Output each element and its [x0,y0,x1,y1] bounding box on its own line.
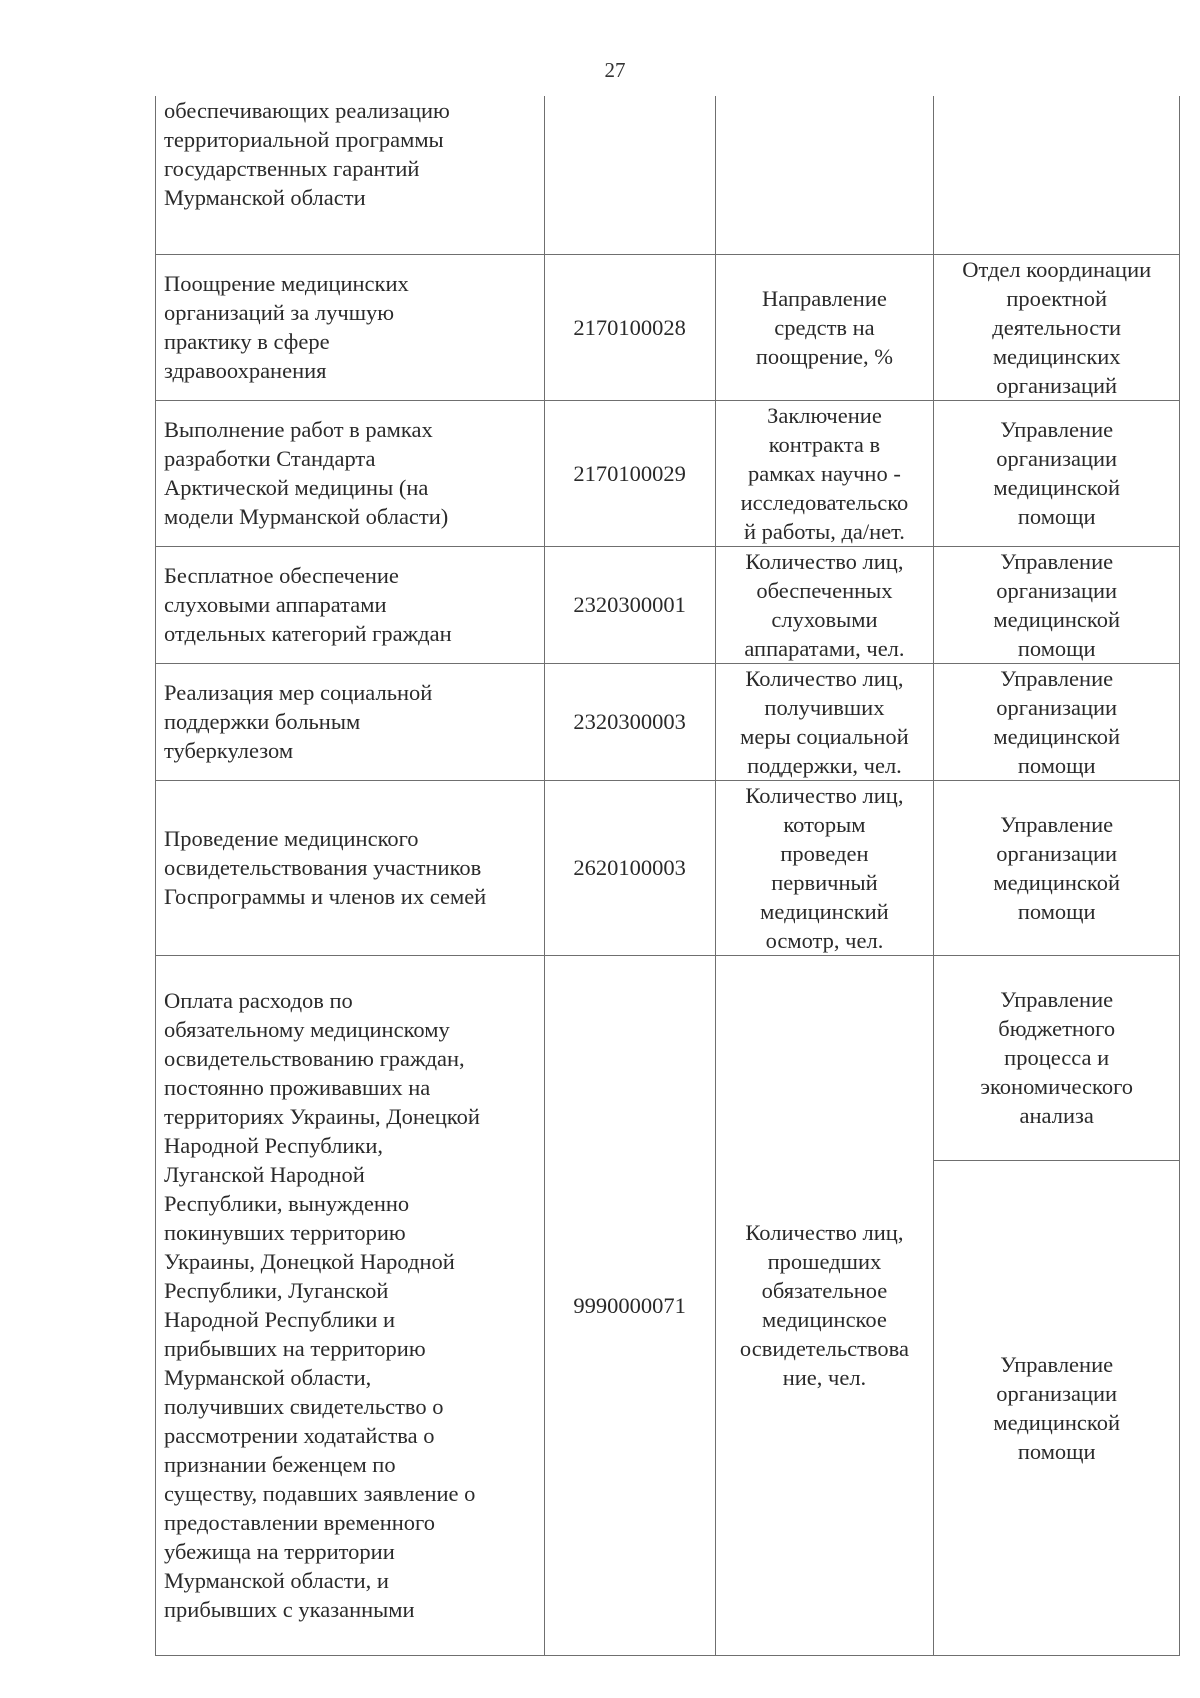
activity-name-cell [156,400,545,546]
responsible-cell [934,546,1180,663]
activity-name: Поощрение медицинских организаций за лучшую практику в сфере здравоохранения [164,271,409,383]
indicator-cell [715,96,934,254]
responsible-unit: Управление организации медицинской помощи [993,548,1120,661]
indicator-cell [715,663,934,780]
budget-code: 2320300003 [573,709,686,734]
indicator: Количество лиц, получивших меры социальной поддержки, чел. [740,665,909,778]
code-cell [544,663,715,780]
indicator: Количество лиц, которым проведен первичный медицинский осмотр, чел. [745,782,904,953]
indicator: Количество лиц, прошедших обязательное медицинское освидетельствова ние, чел. [739,1220,909,1390]
indicator-cell [715,254,934,400]
responsible-unit: Управление организации медицинской помощи [993,417,1120,529]
activity-name: обеспечивающих реализацию территориальной программы государственных гарантий Мурманской области [164,98,450,210]
activity-name: Выполнение работ в рамках разработки Стандарта Арктической медицины (на модели Мурманской области) [164,417,449,529]
activity-name-cell [156,780,545,955]
responsible-unit: Управление организации медицинской помощи [993,665,1120,778]
table-row [156,96,1180,254]
indicator: Количество лиц, обеспеченных слуховыми аппаратами, чел. [744,548,905,661]
indicator: Направление средств на поощрение, % [755,285,894,369]
responsible-cell [934,663,1180,780]
program-activities-table [155,96,1180,1656]
budget-code: 2620100003 [573,855,686,880]
responsible-cell [934,780,1180,955]
table-row [156,780,1180,955]
table-row [156,400,1180,546]
responsible-cell [934,955,1180,1160]
indicator-cell [715,955,934,1655]
budget-code: 9990000071 [573,1292,686,1318]
code-cell [544,96,715,254]
responsible-cell [934,96,1180,254]
activity-name-cell [156,254,545,400]
responsible-cell [934,1160,1180,1655]
responsible-unit: Отдел координации проектной деятельности медицинских организаций [962,256,1152,398]
page-number: 27 [604,58,626,82]
activity-name: Проведение медицинского освидетельствования участников Госпрограммы и членов их семей [164,826,487,909]
budget-code: 2170100029 [573,460,686,486]
indicator-cell [715,400,934,546]
table-row [156,254,1180,400]
table-row [156,955,1180,1160]
activity-name: Бесплатное обеспечение слуховыми аппаратами отдельных категорий граждан [164,563,452,646]
indicator-cell [715,546,934,663]
responsible-unit: Управление бюджетного процесса и экономического анализа [980,987,1134,1128]
activity-name: Реализация мер социальной поддержки больным туберкулезом [164,680,433,763]
code-cell [544,400,715,546]
indicator: Заключение контракта в рамках научно - исследовательско й работы, да/нет. [740,402,909,544]
budget-code: 2320300001 [573,592,686,617]
table-row [156,546,1180,663]
responsible-unit: Управление организации медицинской помощи [993,811,1120,924]
activity-name-cell [156,663,545,780]
budget-code: 2170100028 [573,314,686,340]
responsible-cell [934,400,1180,546]
indicator-cell [715,780,934,955]
responsible-cell [934,254,1180,400]
table-row [156,663,1180,780]
code-cell [544,780,715,955]
responsible-unit: Управление организации медицинской помощи [993,1351,1120,1464]
code-cell [544,955,715,1655]
activity-name-cell [156,955,545,1655]
code-cell [544,254,715,400]
activity-name-cell [156,546,545,663]
code-cell [544,546,715,663]
activity-name-cell [156,96,545,254]
activity-name: Оплата расходов по обязательному медицинскому освидетельствованию граждан, постоянно проживавших на территориях Украины, Донецкой Народной Республики, Луганской Народной Республики, вынужденно покинувших территорию Украины, Донецкой Народной Республики, Луганской Народной Республики и прибывших на территорию Мурманской области, получивших свидетельство о рассмотрении ходатайства о признании беженцем по существу, подавших заявление о предоставлении временного убежища на территории Мурманской области, и прибывших с указанными [164,988,480,1622]
